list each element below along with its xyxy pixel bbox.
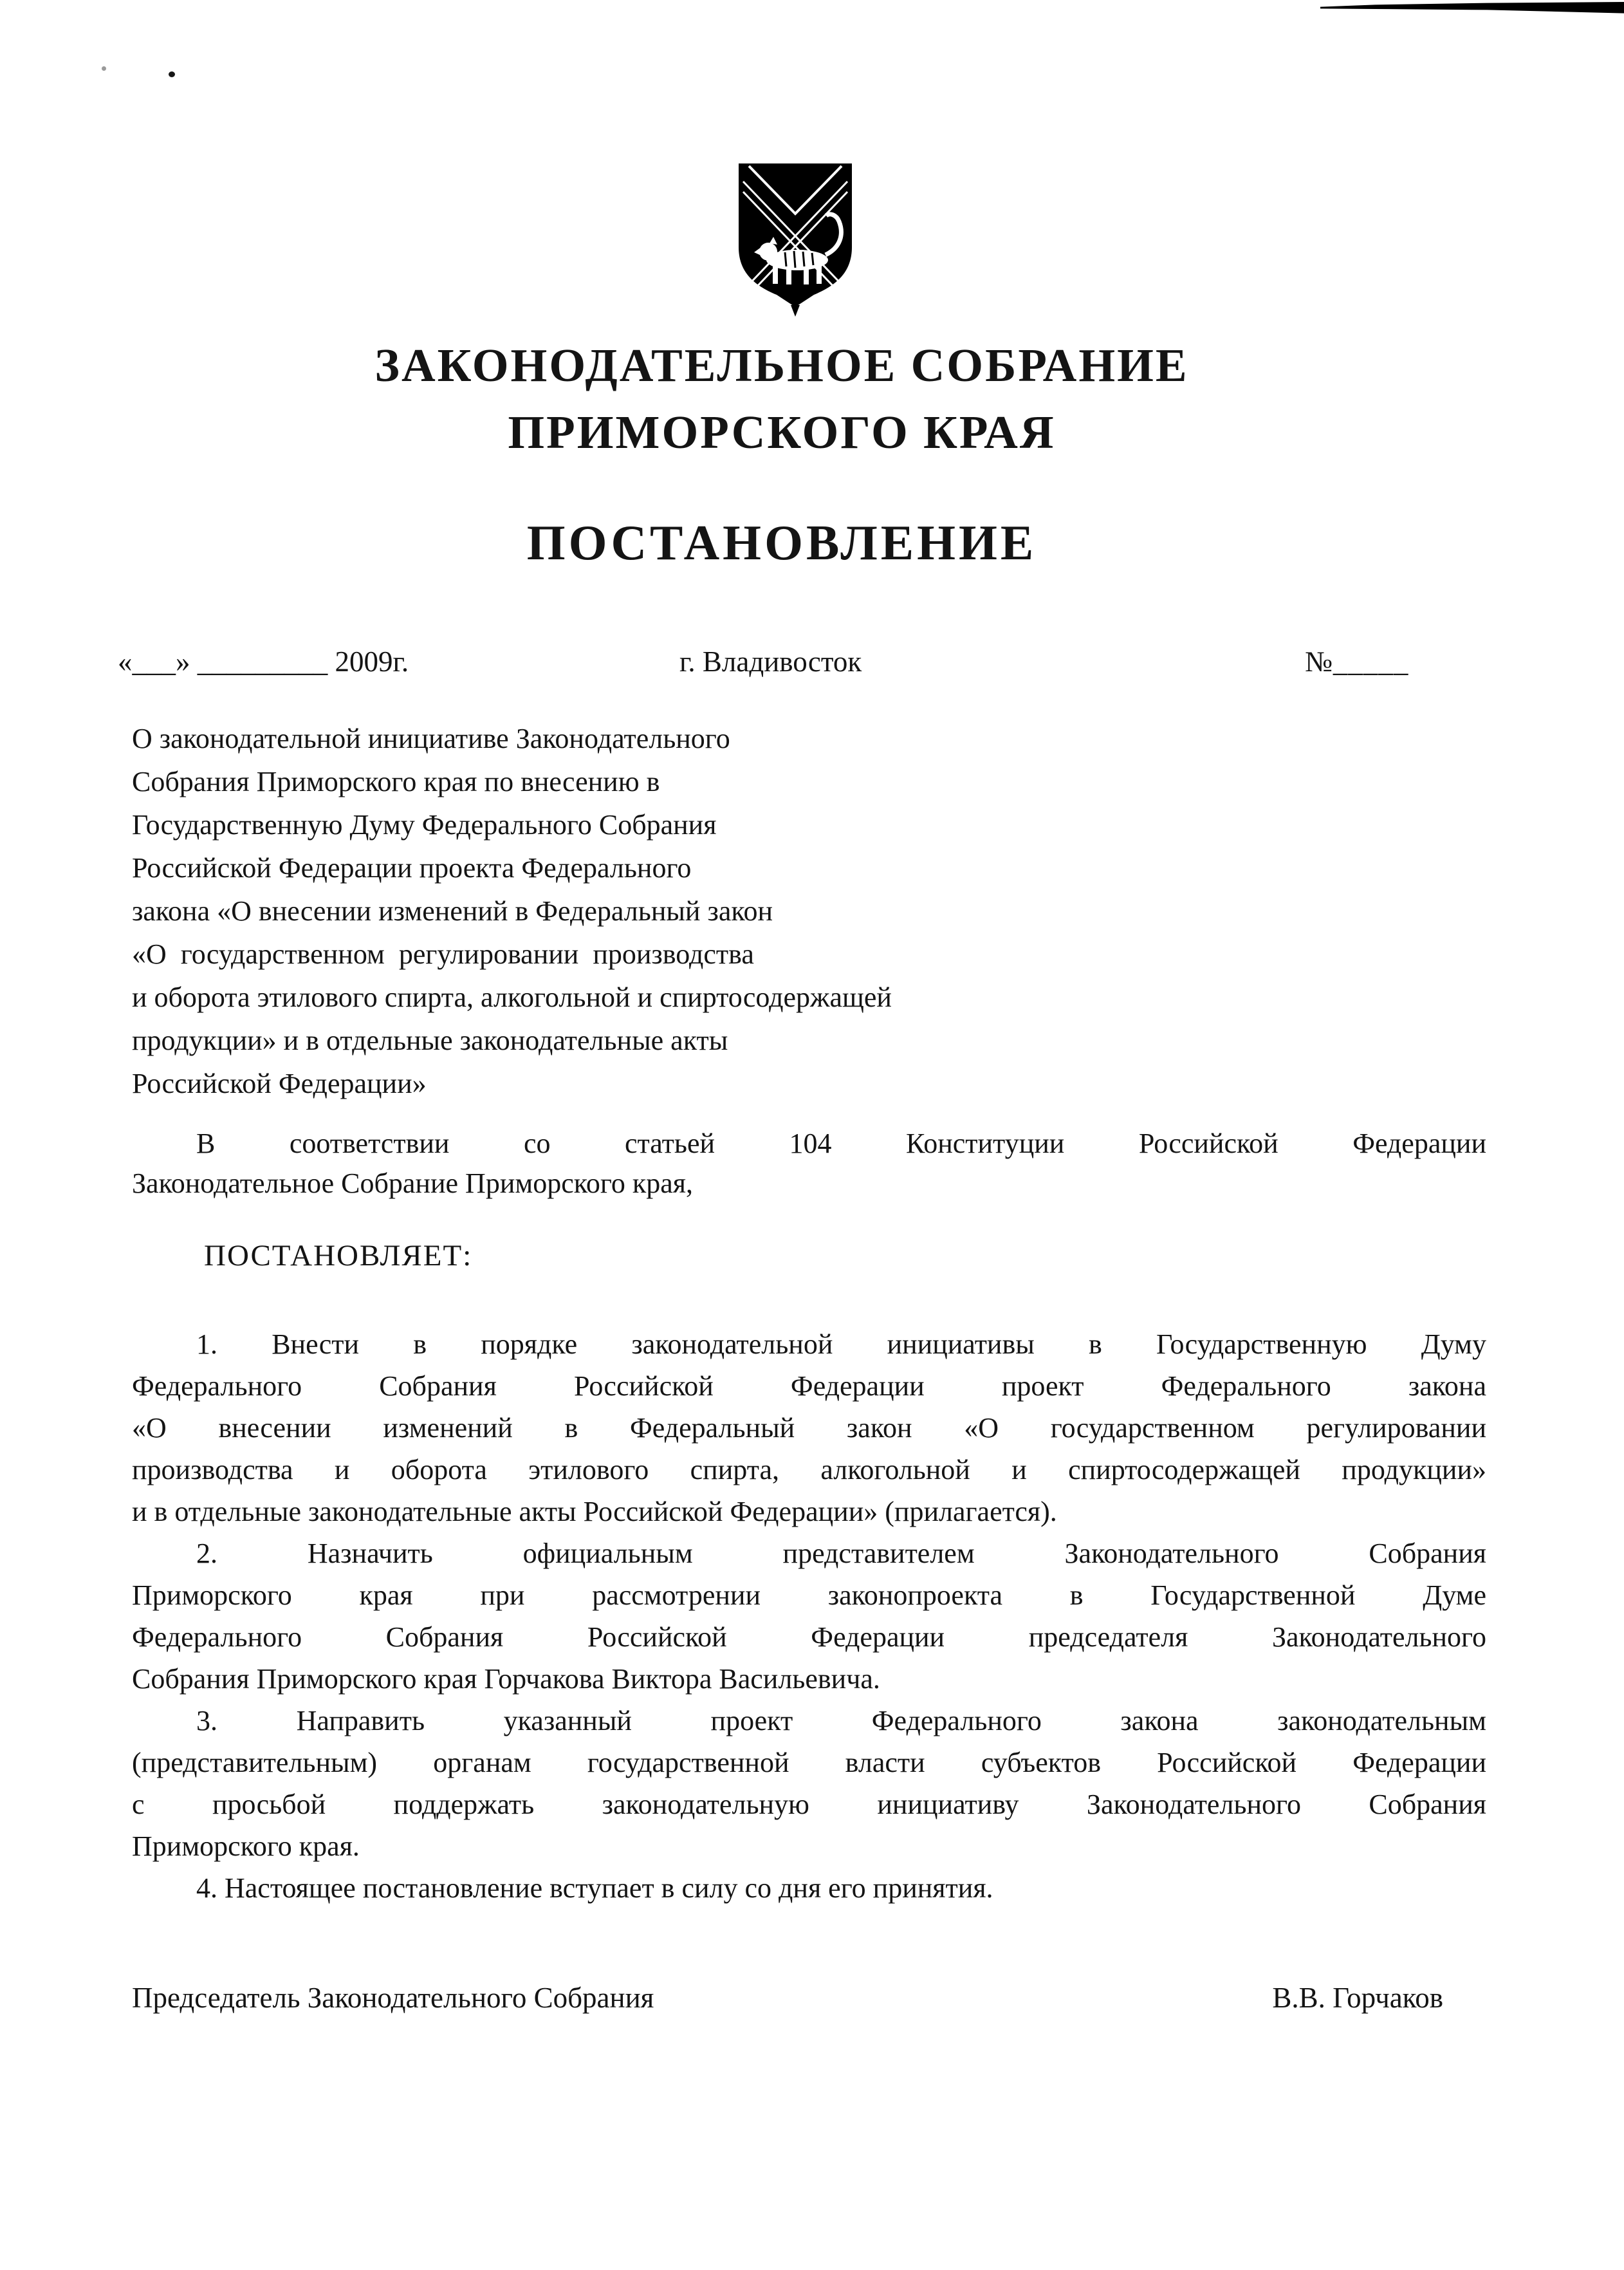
item-4 <box>132 1867 1486 1909</box>
org-name-heading <box>0 332 1564 466</box>
intro-paragraph <box>132 1124 1486 1204</box>
text-line: «О государственном регулировании производства <box>132 938 754 970</box>
resolve-word: ПОСТАНОВЛЯЕТ: <box>204 1239 473 1272</box>
text-line: Приморского края. <box>132 1830 360 1862</box>
item-3 <box>132 1700 1486 1867</box>
text-line: закона «О внесении изменений в Федеральный закон <box>132 895 773 927</box>
text-line: (представительным) органам государственной власти субъектов Российской Федерации <box>132 1747 1486 1778</box>
date-blank: «___» _________ 2009г. <box>118 646 409 678</box>
text-line: В соответствии со статьей 104 Конституции Российской Федерации <box>196 1128 1486 1159</box>
org-name-line2: ПРИМОРСКОГО КРАЯ <box>508 406 1056 458</box>
text-line: Федерального Собрания Российской Федерации проект Федерального закона <box>132 1370 1486 1402</box>
text-line: 4. Настоящее постановление вступает в силу со дня его принятия. <box>196 1872 993 1904</box>
text-line: и оборота этилового спирта, алкогольной и спиртосодержащей <box>132 981 892 1013</box>
scan-speck <box>102 66 106 71</box>
text-line: О законодательной инициативе Законодательного <box>132 723 730 754</box>
signature-row <box>132 1981 1486 2014</box>
scan-speck <box>169 71 175 77</box>
text-line: 1. Внести в порядке законодательной инициативы в Государственную Думу <box>196 1328 1486 1360</box>
text-line: 2. Назначить официальным представителем Законодательного Собрания <box>196 1538 1486 1569</box>
text-line: Законодательное Собрание Приморского края, <box>132 1168 693 1199</box>
city-label: г. Владивосток <box>679 646 862 678</box>
text-line: с просьбой поддержать законодательную инициативу Законодательного Собрания <box>132 1789 1486 1820</box>
signature-name: В.В. Горчаков <box>1272 1982 1443 2014</box>
number-blank: №_____ <box>1305 646 1409 678</box>
subject-block <box>132 717 1486 1105</box>
scan-streak-artifact <box>1320 2 1624 15</box>
text-line: производства и оборота этилового спирта, алкогольной и спиртосодержащей продукции» <box>132 1454 1486 1485</box>
text-line: Российской Федерации проекта Федерального <box>132 852 692 884</box>
signature-title: Председатель Законодательного Собрания <box>132 1982 654 2014</box>
text-line: Собрания Приморского края Горчакова Виктора Васильевича. <box>132 1663 880 1695</box>
text-line: и в отдельные законодательные акты Российской Федерации» (прилагается). <box>132 1496 1057 1527</box>
dateline-row <box>0 645 1624 690</box>
text-line: Государственную Думу Федерального Собрания <box>132 809 717 841</box>
text-line: Приморского края при рассмотрении законопроекта в Государственной Думе <box>132 1579 1486 1611</box>
text-line: «О внесении изменений в Федеральный закон «О государственном регулировании <box>132 1412 1486 1444</box>
doc-type-heading: ПОСТАНОВЛЕНИЕ <box>526 515 1037 570</box>
item-1 <box>132 1323 1486 1532</box>
resolution-items <box>132 1323 1486 1909</box>
text-line: 3. Направить указанный проект Федерального закона законодательным <box>196 1705 1486 1736</box>
coat-of-arms-icon <box>732 158 858 317</box>
text-line: Федерального Собрания Российской Федерации председателя Законодательного <box>132 1621 1486 1653</box>
text-line: Российской Федерации» <box>132 1068 427 1099</box>
text-line: продукции» и в отдельные законодательные акты <box>132 1025 728 1056</box>
item-2 <box>132 1532 1486 1700</box>
org-name-line1: ЗАКОНОДАТЕЛЬНОЕ СОБРАНИЕ <box>374 339 1189 391</box>
text-line: Собрания Приморского края по внесению в <box>132 766 660 797</box>
